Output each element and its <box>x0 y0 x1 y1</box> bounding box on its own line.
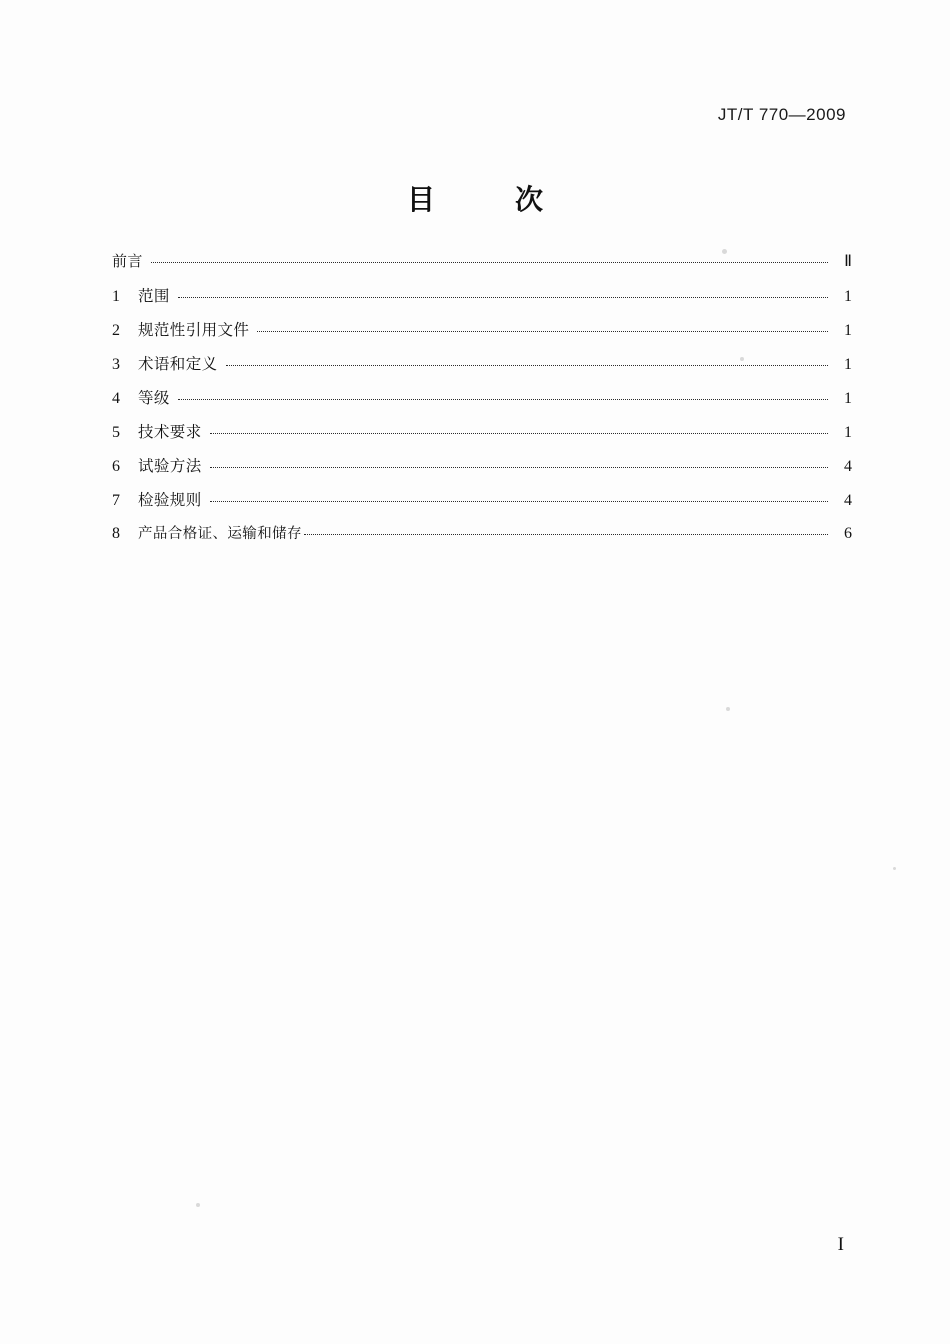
scan-speck <box>726 707 730 711</box>
toc-entry-number: 4 <box>112 390 120 407</box>
toc-entry-label: 等级 <box>138 389 170 407</box>
toc-entry-label: 技术要求 <box>138 423 202 441</box>
toc-entry-page: 1 <box>844 288 852 305</box>
toc-entry-number: 3 <box>112 356 120 373</box>
list-item[interactable] <box>112 488 852 522</box>
list-item[interactable] <box>112 420 852 454</box>
toc-leader-dots <box>178 296 828 298</box>
scan-speck <box>893 867 896 870</box>
toc-entry-label: 前言 <box>112 252 143 270</box>
list-item[interactable] <box>112 250 852 284</box>
toc-leader-dots <box>226 364 828 366</box>
scan-speck <box>722 249 727 254</box>
toc-entry-number: 8 <box>112 525 120 542</box>
standard-number: JT/T 770—2009 <box>717 105 846 124</box>
toc-leader-dots <box>178 398 828 400</box>
toc-entry-label: 术语和定义 <box>138 355 218 373</box>
toc-entry-page: Ⅱ <box>844 253 852 270</box>
toc-entry-label: 规范性引用文件 <box>138 321 250 339</box>
toc-entry-label: 范围 <box>138 287 170 305</box>
list-item[interactable] <box>112 318 852 352</box>
toc-leader-dots <box>257 330 828 332</box>
toc-entry-page: 1 <box>844 322 852 339</box>
toc-leader-dots <box>210 500 828 502</box>
page-number: I <box>837 1234 844 1255</box>
list-item[interactable] <box>112 522 852 556</box>
toc-entry-number: 7 <box>112 492 120 509</box>
toc-leader-dots <box>151 261 828 263</box>
toc-entry-page: 1 <box>844 390 852 407</box>
page-title: 目 次 <box>406 183 569 216</box>
toc-entry-number: 2 <box>112 322 120 339</box>
list-item[interactable] <box>112 386 852 420</box>
toc-entry-label: 产品合格证、运输和储存 <box>138 526 302 542</box>
toc-leader-dots <box>210 432 828 434</box>
toc-entry-label: 检验规则 <box>138 491 202 509</box>
toc-entry-label: 试验方法 <box>138 457 202 475</box>
toc-entry-page: 4 <box>844 492 852 509</box>
table-of-contents <box>112 250 852 556</box>
toc-entry-page: 4 <box>844 458 852 475</box>
toc-entry-page: 6 <box>844 525 852 542</box>
toc-leader-dots <box>210 466 828 468</box>
list-item[interactable] <box>112 454 852 488</box>
scan-speck <box>196 1203 200 1207</box>
toc-entry-number: 1 <box>112 288 120 305</box>
toc-entry-number: 5 <box>112 424 120 441</box>
list-item[interactable] <box>112 284 852 318</box>
toc-leader-dots <box>304 533 828 535</box>
toc-entry-page: 1 <box>844 356 852 373</box>
toc-entry-page: 1 <box>844 424 852 441</box>
toc-entry-number: 6 <box>112 458 120 475</box>
scan-speck <box>740 357 744 361</box>
